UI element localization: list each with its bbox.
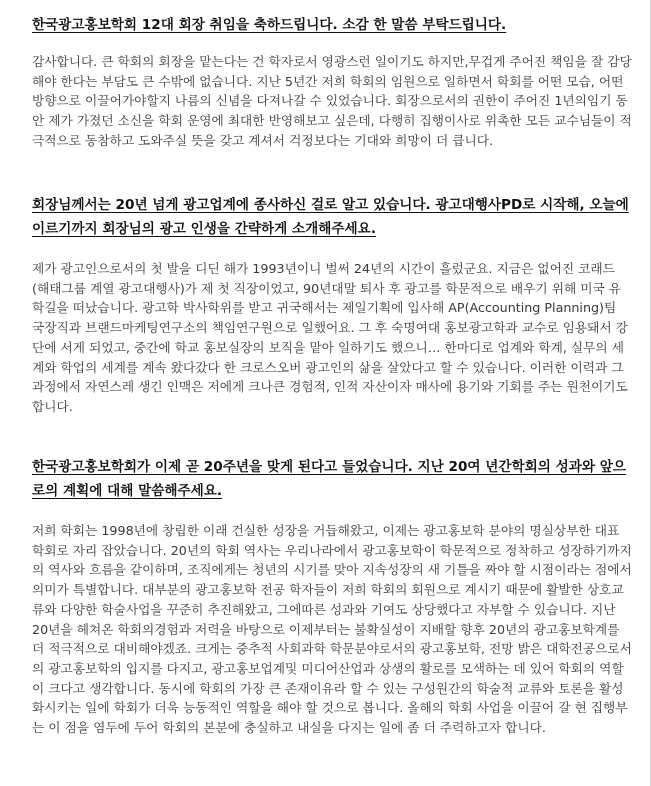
question-heading-2: 회장님께서는 20년 넘게 광고업계에 종사하신 걸로 알고 있습니다. 광고대행사PD로 시작해, 오늘에 이르기까지 회장님의 광고 인생을 간략하게 소개해주세요. (32, 197, 629, 237)
answer-paragraph-1: 감사합니다. 큰 학회의 회장을 맡는다는 건 학자로서 영광스런 일이기도 하지만,무겁게 주어진 책임을 잘 감당해야 한다는 부담도 큰 수밖에 없습니다. 지난 5년간 저희 학회의 임원으로 일하면서 학회를 어떤 모습, 어떤 방향으로 이끌어가야할지 나름의 신념을 다져나갈 수 있었습니다. 회장으로서의 권한이 주어진 1년의임기 동안 제가 가졌던 소신을 학회 운영에 최대한 반영해보고 싶은데, 다행히 집행이사로 위촉한 모든 교수님들이 적극적으로 동참하고 도와주실 뜻을 갖고 계셔서 걱정보다는 기대와 희망이 더 큽니다. (32, 54, 632, 148)
interview-section-3 (32, 455, 632, 738)
interview-section-2 (32, 193, 632, 417)
question-heading-3: 한국광고홍보학회가 이제 곧 20주년을 맞게 된다고 들었습니다. 지난 20여 년간학회의 성과와 앞으로의 계획에 대해 말씀해주세요. (32, 459, 627, 499)
interview-section-1 (32, 13, 632, 151)
question-heading-1: 한국광고홍보학회 12대 회장 취임을 축하드립니다. 소감 한 말씀 부탁드립니다. (32, 17, 507, 33)
answer-paragraph-2: 제가 광고인으로서의 첫 발을 디딘 해가 1993년이니 벌써 24년의 시간이 흘렀군요. 지금은 없어진 코래드(해태그룹 계열 광고대행사)가 제 첫 직장이었고, 90년대말 퇴사 후 광고를 학문적으로 배우기 위해 미국 유학길을 떠났습니다. 광고학 박사학위를 받고 귀국해서는 제일기획에 입사해 AP(Accounting Planning)팀 국장직과 브랜드마케팅연구소의 책임연구원으로 일했어요. 그 후 숙명여대 홍보광고학과 교수로 임용돼서 강단에 서게 되었고, 중간에 학교 홍보실장의 보직을 맡아 일하기도 했으니… 한마디로 업계와 학계, 실무의 세계와 학업의 세계를 계속 왔다갔다 한 크로스오버 광고인의 삶을 살았다고 할 수 있습니다. 이러한 이력과 그 과정에서 자연스레 생긴 인맥은 저에게 크나큰 경험적, 인적 자산이자 매사에 용기와 기회를 주는 원천이기도 합니다. (32, 261, 628, 414)
answer-paragraph-3: 저희 학회는 1998년에 창립한 이래 건실한 성장을 거듭해왔고, 이제는 광고홍보학 분야의 명실상부한 대표 학회로 자리 잡았습니다. 20년의 학회 역사는 우리나라에서 광고홍보학이 학문적으로 정착하고 성장하기까지의 역사와 흐름을 같이하며, 조직에게는 청년의 시기를 맞아 지속성장의 새 기틀을 짜야 할 시점이라는 점에서 의미가 특별합니다. 대부분의 광고홍보학 전공 학자들이 저희 학회의 회원으로 계시기 때문에 활발한 상호교류와 다양한 학술사업을 꾸준히 추진해왔고, 그에따른 성과와 기여도 상당했다고 자부할 수 있습니다. 지난 20년을 헤쳐온 학회의경험과 저력을 바탕으로 이제부터는 불확실성이 지배할 향후 20년의 광고홍보학계를 더 적극적으로 대비해야겠죠. 크게는 중추적 사회과학 학문분야로서의 광고홍보학, 전망 밝은 대학전공으로서의 광고홍보학의 입지를 다지고, 광고홍보업계및 미디어산업과 상생의 활로를 모색하는 데 있어 학회의 역할이 크다고 생각합니다. 동시에 학회의 가장 큰 존재이유라 할 수 있는 구성원간의 학술적 교류와 토론을 활성화시키는 일에 학회가 더욱 능동적인 역할을 해야 할 것으로 봅니다. 올해의 학회 사업을 이끌어 갈 현 집행부는 이 점을 염두에 두어 학회의 본분에 충실하고 내실을 다지는 일에 좀 더 주력하고자 합니다. (32, 523, 632, 736)
